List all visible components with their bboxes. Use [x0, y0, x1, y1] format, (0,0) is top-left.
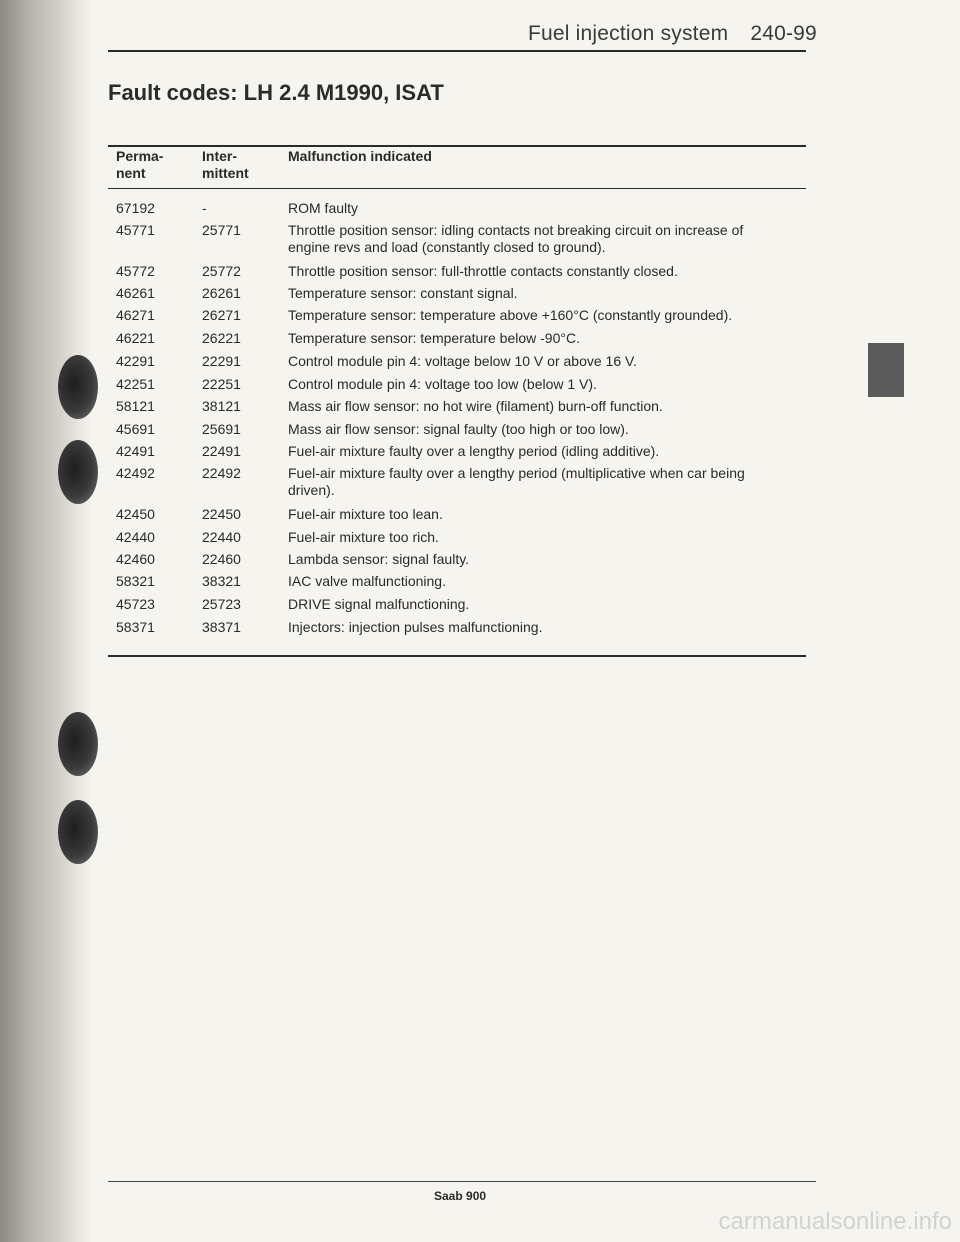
binding-hole	[58, 800, 98, 864]
intermittent-code: 22440	[202, 529, 241, 545]
permanent-code: 42491	[116, 443, 155, 459]
page-binding-edge	[0, 0, 92, 1242]
header-intermittent-line2: mittent	[202, 165, 249, 181]
malfunction-description: Temperature sensor: temperature below -90°C.	[288, 330, 580, 346]
permanent-code: 42291	[116, 353, 155, 369]
table-bottom-rule	[108, 655, 806, 657]
binding-hole	[58, 440, 98, 504]
intermittent-code: 25723	[202, 596, 241, 612]
intermittent-code: 22450	[202, 506, 241, 522]
intermittent-code: 22492	[202, 465, 241, 481]
intermittent-code: 25772	[202, 263, 241, 279]
permanent-code: 42440	[116, 529, 155, 545]
intermittent-code: 38371	[202, 619, 241, 635]
permanent-code: 46271	[116, 307, 155, 323]
intermittent-code: 25691	[202, 421, 241, 437]
intermittent-code: 22291	[202, 353, 241, 369]
permanent-code: 58321	[116, 573, 155, 589]
malfunction-description: Throttle position sensor: idling contacts not breaking circuit on increase of engine revs and load (constantly closed to ground).	[288, 222, 744, 255]
permanent-code: 46261	[116, 285, 155, 301]
watermark: carmanualsonline.info	[718, 1208, 952, 1235]
running-header	[528, 22, 817, 46]
permanent-code: 58371	[116, 619, 155, 635]
intermittent-code: 22491	[202, 443, 241, 459]
intermittent-code: 22460	[202, 551, 241, 567]
permanent-code: 45691	[116, 421, 155, 437]
header-intermittent-line1: Inter-	[202, 148, 237, 164]
table-header-rule	[108, 188, 806, 189]
permanent-code: 42450	[116, 506, 155, 522]
intermittent-code: 26261	[202, 285, 241, 301]
permanent-code: 58121	[116, 398, 155, 414]
intermittent-code: 26271	[202, 307, 241, 323]
header-malfunction: Malfunction indicated	[288, 148, 432, 164]
intermittent-code: -	[202, 200, 207, 216]
malfunction-description: Mass air flow sensor: no hot wire (filament) burn-off function.	[288, 398, 663, 414]
permanent-code: 45723	[116, 596, 155, 612]
intermittent-code: 26221	[202, 330, 241, 346]
malfunction-description: Fuel-air mixture too lean.	[288, 506, 443, 522]
intermittent-code: 25771	[202, 222, 241, 238]
malfunction-description: Fuel-air mixture too rich.	[288, 529, 439, 545]
table-top-rule	[108, 145, 806, 147]
binding-hole	[58, 355, 98, 419]
header-permanent-line1: Perma-	[116, 148, 164, 164]
intermittent-code: 38321	[202, 573, 241, 589]
malfunction-description: Lambda sensor: signal faulty.	[288, 551, 470, 567]
permanent-code: 45771	[116, 222, 155, 238]
malfunction-description: Throttle position sensor: full-throttle contacts constantly closed.	[288, 263, 678, 279]
header-rule	[108, 50, 806, 52]
malfunction-description: ROM faulty	[288, 200, 359, 216]
header-permanent-line2: nent	[116, 165, 146, 181]
header-permanent	[116, 148, 163, 182]
malfunction-description: Control module pin 4: voltage too low (below 1 V).	[288, 376, 597, 392]
intermittent-code: 22251	[202, 376, 241, 392]
permanent-code: 42492	[116, 465, 155, 481]
footer-label: Saab 900	[434, 1189, 487, 1203]
section-tab-marker	[868, 343, 904, 397]
header-intermittent	[202, 148, 249, 182]
page-number: 240-99	[750, 22, 817, 45]
intermittent-code: 38121	[202, 398, 241, 414]
footer-rule	[108, 1181, 816, 1182]
malfunction-description: Control module pin 4: voltage below 10 V or above 16 V.	[288, 353, 637, 369]
permanent-code: 45772	[116, 263, 155, 279]
malfunction-description: Mass air flow sensor: signal faulty (too high or too low).	[288, 421, 629, 437]
page-title: Fault codes: LH 2.4 M1990, ISAT	[108, 80, 444, 105]
malfunction-description: Fuel-air mixture faulty over a lengthy period (idling additive).	[288, 443, 660, 459]
malfunction-description: Temperature sensor: constant signal.	[288, 285, 518, 301]
malfunction-description: IAC valve malfunctioning.	[288, 573, 446, 589]
malfunction-description: Temperature sensor: temperature above +160°C (constantly grounded).	[288, 307, 733, 323]
malfunction-description: Fuel-air mixture faulty over a lengthy period (multiplicative when car being driven).	[288, 465, 745, 498]
malfunction-description: Injectors: injection pulses malfunctioning.	[288, 619, 543, 635]
section-title: Fuel injection system	[528, 22, 729, 45]
permanent-code: 42460	[116, 551, 155, 567]
permanent-code: 67192	[116, 200, 155, 216]
binding-hole	[58, 712, 98, 776]
malfunction-description: DRIVE signal malfunctioning.	[288, 596, 470, 612]
permanent-code: 46221	[116, 330, 155, 346]
permanent-code: 42251	[116, 376, 155, 392]
